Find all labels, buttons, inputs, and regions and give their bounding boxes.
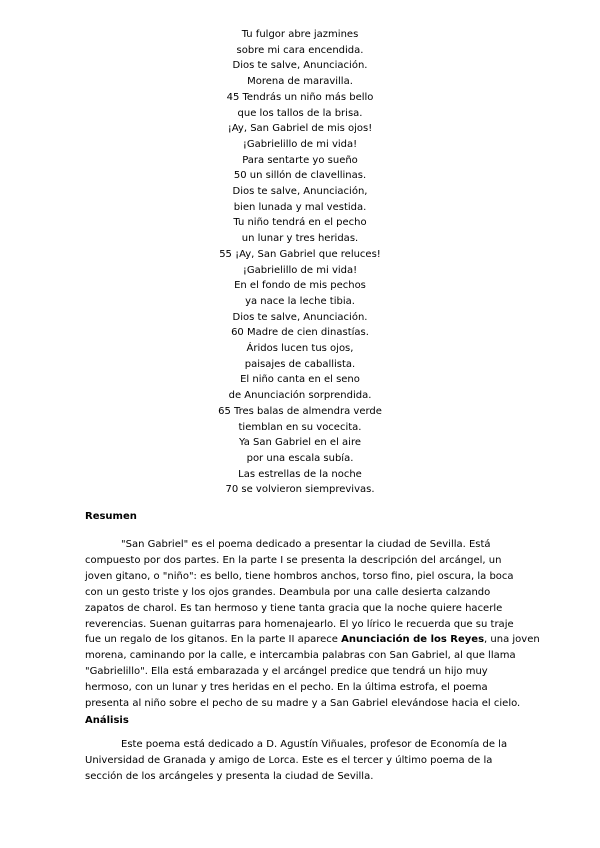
poem-line: Dios te salve, Anunciación.: [232, 60, 368, 72]
analisis-paragraph: [85, 737, 515, 785]
poem-line: un lunar y tres heridas.: [241, 233, 359, 245]
poem-line: Tu fulgor abre jazmines: [241, 29, 359, 40]
poem-line: ¡Ay, San Gabriel de mis ojos!: [227, 123, 373, 135]
paragraph-line: joven gitano, o "niño": es bello, tiene hombros anchos, torso fino, piel oscura, la boca: [85, 570, 514, 582]
bold-name: Anunciación de los Reyes: [341, 634, 485, 646]
poem-line: Ya San Gabriel en el aire: [239, 437, 361, 449]
poem-line: 65 Tres balas de almendra verde: [218, 405, 382, 417]
paragraph-line: zapatos de charol. Es tan hermoso y tiene tanta gracia que la noche quiere hacerle: [85, 602, 503, 614]
paragraph-line: reverencias. Suenan guitarras para homenajearlo. El yo lírico le recuerda que su traje: [85, 618, 514, 630]
poem-line: Áridos lucen tus ojos,: [246, 343, 354, 355]
poem-line: de Anunciación sorprendida.: [228, 390, 372, 402]
poem-line: Las estrellas de la noche: [238, 468, 362, 480]
poem-line: por una escala subía.: [246, 452, 354, 464]
poem-line: sobre mi cara encendida.: [236, 44, 364, 56]
poem-line: tiemblan en su vocecita.: [238, 421, 362, 433]
section-heading-analisis: Análisis: [85, 715, 129, 726]
paragraph-line: [85, 632, 540, 648]
poem-line: 50 un sillón de clavellinas.: [233, 170, 367, 182]
poem-line: Tu niño tendrá en el pecho: [233, 217, 367, 229]
paragraph-line: Universidad de Granada y amigo de Lorca. Este es el tercer y último poema de la: [85, 754, 493, 766]
poem-line: 55 ¡Ay, San Gabriel que reluces!: [219, 248, 381, 260]
resumen-paragraph: [85, 537, 540, 712]
paragraph-line: morena, caminando por la calle, e intercambia palabras con San Gabriel, al que llama: [85, 650, 516, 662]
poem-line: que los tallos de la brisa.: [237, 107, 363, 119]
poem-line: 45 Tendrás un niño más bello: [226, 91, 374, 103]
poem-block: [0, 27, 600, 498]
paragraph-text: , una joven: [484, 634, 540, 646]
poem-line: El niño canta en el seno: [240, 374, 360, 386]
poem-line: Dios te salve, Anunciación.: [232, 311, 368, 323]
section-heading-resumen: Resumen: [85, 511, 137, 522]
poem-line: 70 se volvieron siemprevivas.: [225, 484, 375, 496]
paragraph-text: fue un regalo de los gitanos. En la parte II aparece: [85, 634, 342, 646]
poem-line: 60 Madre de cien dinastías.: [231, 327, 369, 339]
paragraph-line: presenta al niño sobre el pecho de su madre y a San Gabriel elevándose hacia el cielo.: [85, 698, 521, 710]
poem-line: bien lunada y mal vestida.: [233, 201, 367, 213]
poem-line: Para sentarte yo sueño: [242, 154, 358, 166]
poem-line: Dios te salve, Anunciación,: [232, 186, 368, 198]
paragraph-line: sección de los arcángeles y presenta la ciudad de Sevilla.: [85, 770, 374, 782]
poem-line: paisajes de caballista.: [244, 358, 356, 370]
paragraph-line: hermoso, con un lunar y tres heridas en el pecho. En la última estrofa, el poema: [85, 682, 488, 694]
poem-line: ¡Gabrielillo de mi vida!: [242, 264, 358, 276]
poem-line: ¡Gabrielillo de mi vida!: [242, 138, 358, 150]
paragraph-line: "Gabrielillo". Ella está embarazada y el arcángel predice que tendrá un hijo muy: [85, 666, 488, 678]
poem-line: ya nace la leche tibia.: [245, 295, 355, 307]
paragraph-line: Este poema está dedicado a D. Agustín Viñuales, profesor de Economía de la: [121, 739, 508, 750]
paragraph-line: con un gesto triste y los ojos grandes. Deambula por una calle desierta calzando: [85, 586, 491, 598]
poem-line: Morena de maravilla.: [247, 76, 353, 88]
paragraph-line: compuesto por dos partes. En la parte I se presenta la descripción del arcángel, un: [85, 554, 502, 566]
paragraph-line: "San Gabriel" es el poema dedicado a presentar la ciudad de Sevilla. Está: [121, 539, 491, 550]
poem-line: En el fondo de mis pechos: [234, 280, 366, 292]
